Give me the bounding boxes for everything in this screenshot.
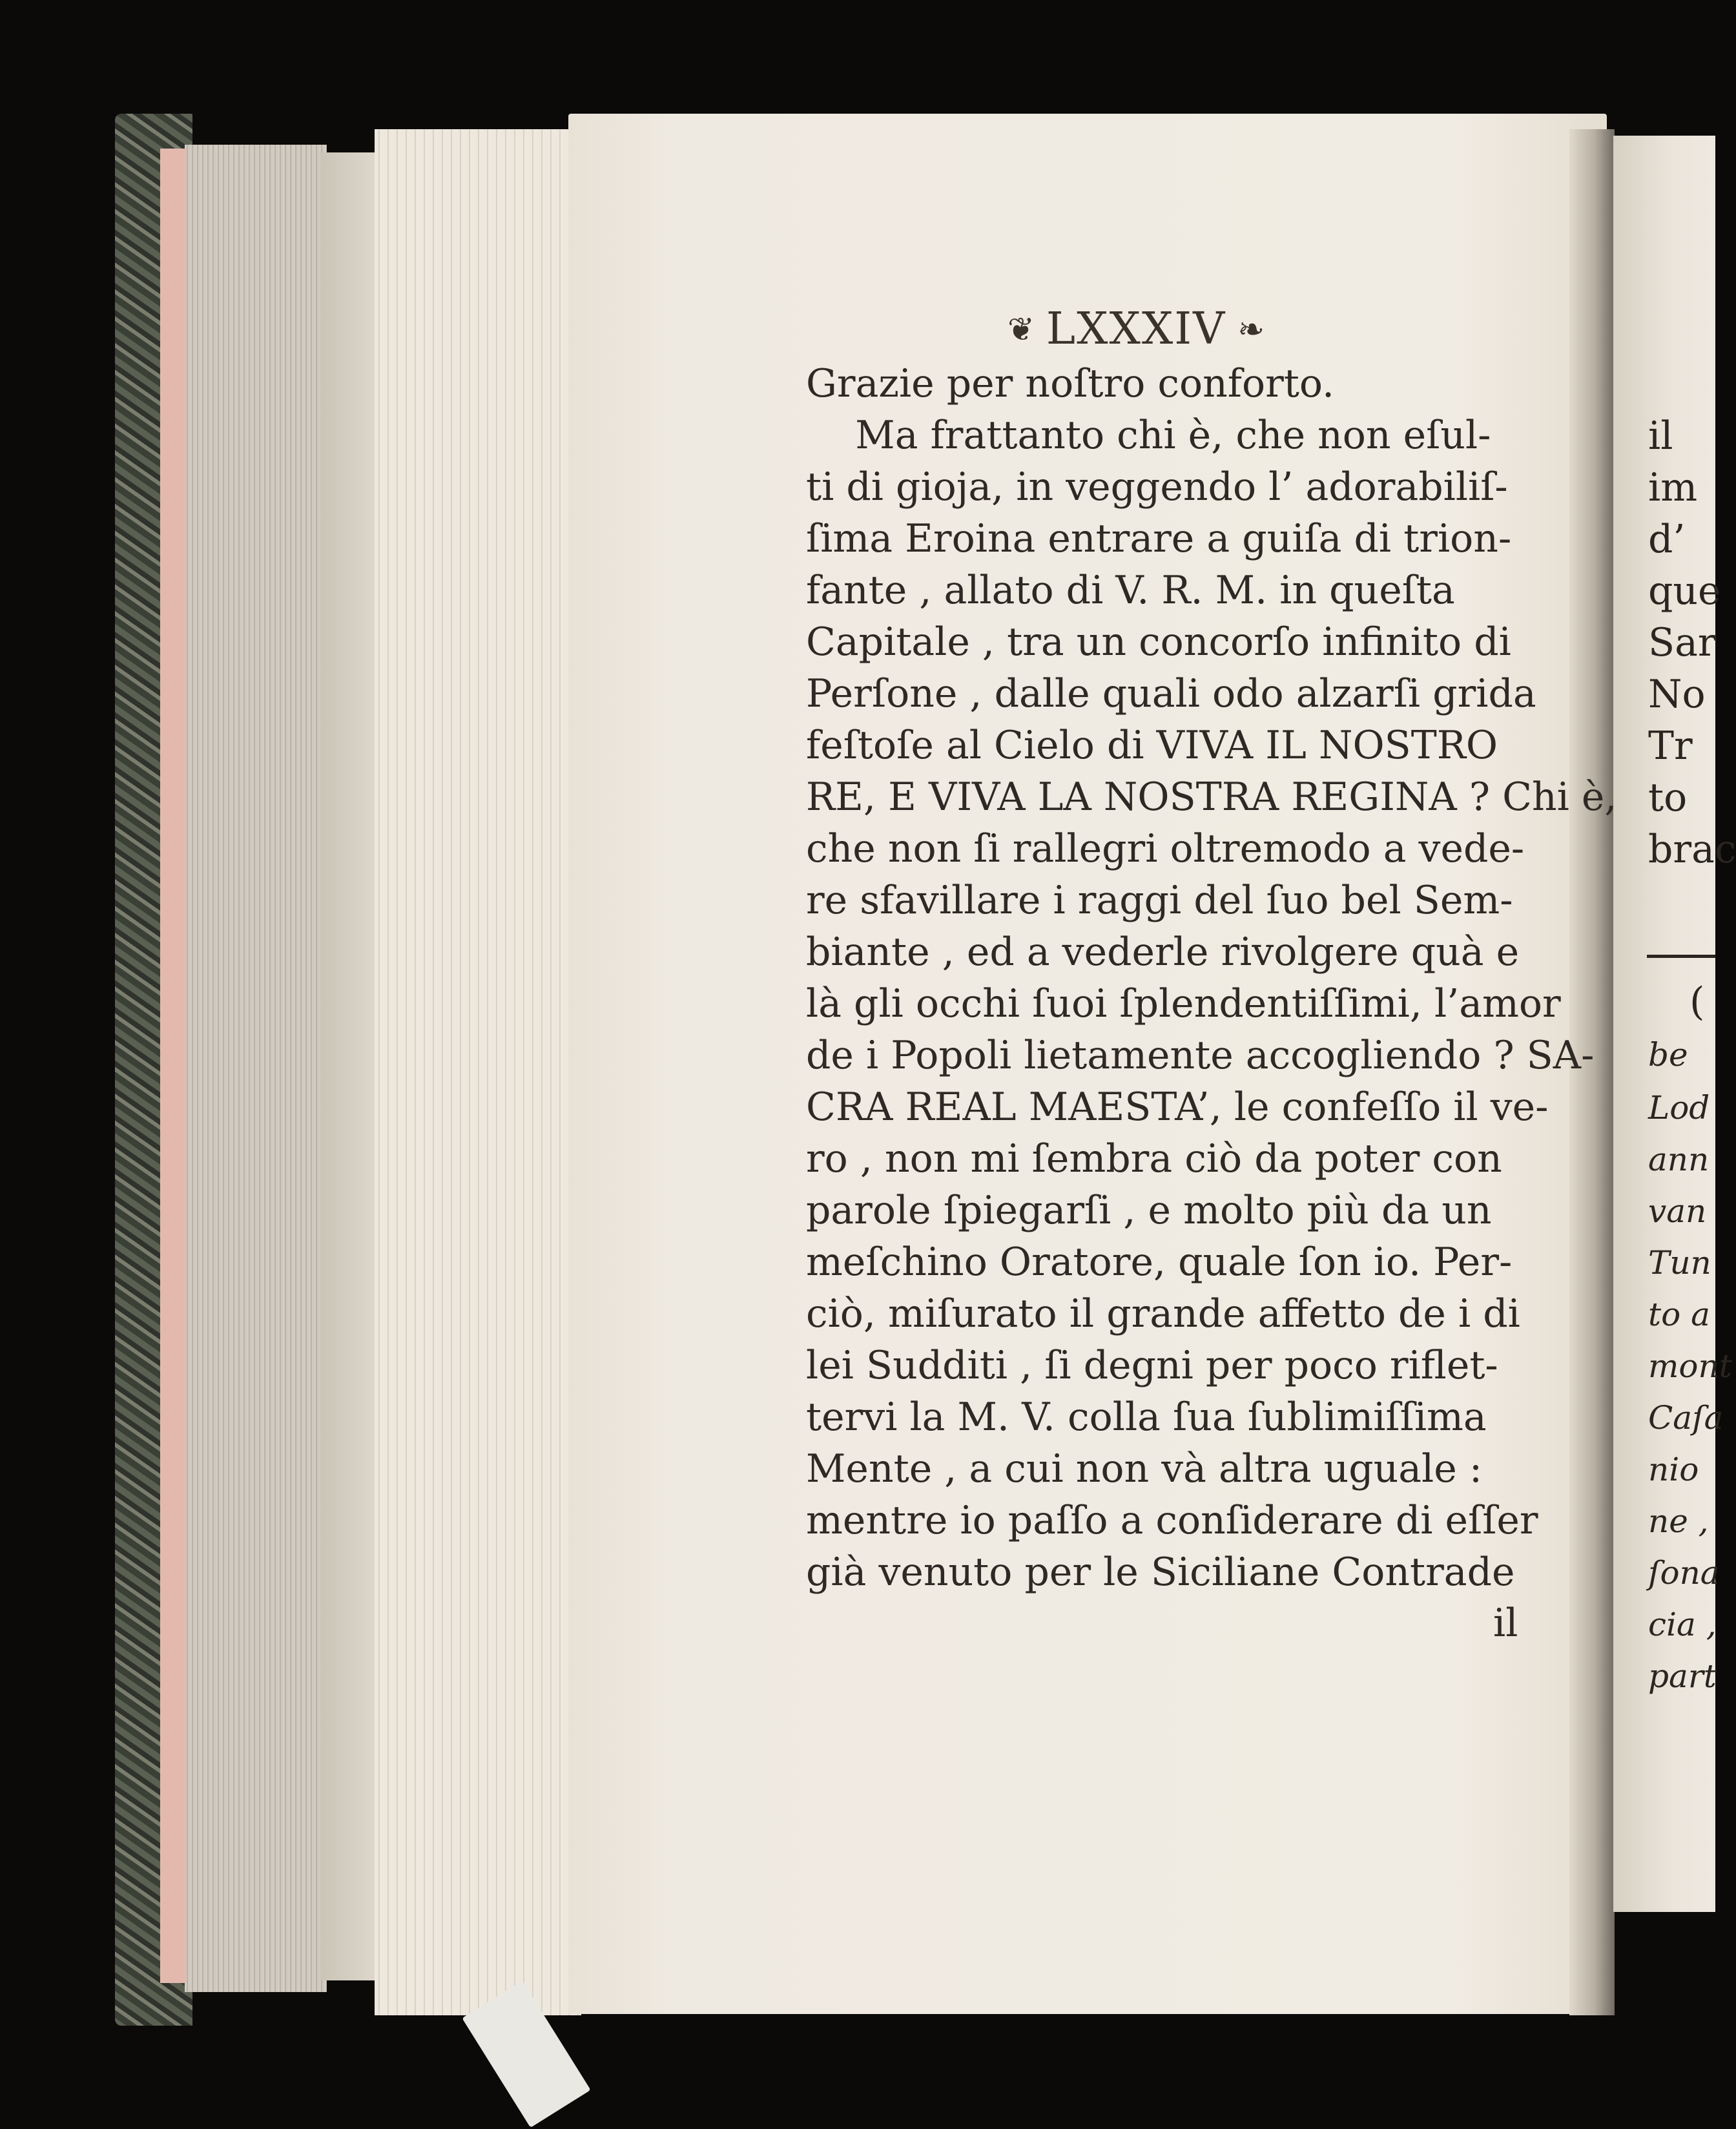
right-page-bracket: ( (1690, 979, 1705, 1024)
text-line: lei Sudditi , ſi degni per poco riflet- (806, 1343, 1498, 1388)
right-page-fragment: brac (1648, 827, 1736, 872)
right-page-italic-fragment: nio (1648, 1451, 1699, 1488)
right-page-fragment: im (1648, 465, 1698, 510)
footnote-rule (1647, 955, 1715, 958)
text-line: fante , allato di V. R. M. in queſta (806, 568, 1455, 613)
page-edges (185, 145, 327, 1992)
text-line: Capitale , tra un concorſo infinito di (806, 619, 1511, 665)
right-page-italic-fragment: ne , (1648, 1502, 1709, 1540)
text-line: Mente , a cui non và altra uguale : (806, 1446, 1483, 1491)
text-line: RE, E VIVA LA NOSTRA REGINA ? Chi è, (806, 774, 1617, 820)
text-line: Ma frattanto chi è, che non eſul- (806, 413, 1491, 458)
text-line: ſima Eroina entrare a guiſa di trion- (806, 516, 1512, 561)
text-line: feſtoſe al Cielo di VIVA IL NOSTRO (806, 723, 1498, 768)
catchword: il (1493, 1601, 1518, 1646)
text-line: ciò, miſurato il grande affetto de i di (806, 1291, 1520, 1336)
right-page-italic-fragment: ſona (1648, 1554, 1720, 1592)
text-line: Grazie per noſtro conforto. (806, 361, 1335, 406)
right-page-italic-fragment: part (1648, 1657, 1717, 1695)
right-page-fragment: que (1648, 568, 1721, 614)
text-line: là gli occhi ſuoi ſplendentiſſimi, l’amor (806, 981, 1561, 1026)
right-page-italic-fragment: Caſa (1648, 1399, 1724, 1437)
text-line: re sfavillare i raggi del ſuo bel Sem- (806, 878, 1513, 923)
text-line: Perſone , dalle quali odo alzarſi grida (806, 671, 1536, 716)
right-page-italic-fragment: Tun (1648, 1244, 1711, 1282)
right-page-italic-fragment: to a (1648, 1296, 1710, 1333)
text-line: de i Popoli lietamente accogliendo ? SA- (806, 1033, 1595, 1078)
text-line: già venuto per le Siciliane Contrade (806, 1550, 1515, 1595)
page-header (1008, 305, 1395, 354)
right-page-fragment: d’ (1648, 517, 1686, 562)
text-line: parole ſpiegarſi , e molto più da un (806, 1188, 1492, 1233)
text-line: ro , non mi ſembra ciò da poter con (806, 1136, 1502, 1181)
text-line: ti di gioja, in veggendo l’ adorabiliſ- (806, 464, 1508, 510)
right-page-fragment: il (1648, 413, 1673, 459)
text-line: CRA REAL MAESTA’, le confeſſo il ve- (806, 1085, 1549, 1130)
text-line: tervi la M. V. colla ſua ſublimiſſima (806, 1395, 1487, 1440)
right-page-italic-fragment: be (1648, 1036, 1688, 1074)
page-stack (375, 129, 581, 2015)
right-ornament-icon: ❧ (1237, 311, 1265, 348)
text-line: mentre io paſſo a conſiderare di eſſer (806, 1498, 1538, 1543)
text-line: meſchino Oratore, quale ſon io. Per- (806, 1240, 1513, 1285)
left-ornament-icon: ❦ (1008, 311, 1035, 348)
right-page-fragment: Sar (1648, 620, 1717, 665)
text-line: biante , ed a vederle rivolgere quà e (806, 929, 1520, 975)
right-page-italic-fragment: van (1648, 1192, 1707, 1230)
right-page-italic-fragment: ann (1648, 1141, 1710, 1178)
right-page-italic-fragment: cia , (1648, 1606, 1717, 1643)
right-page-fragment: Tr (1648, 723, 1693, 769)
right-page-fragment: No (1648, 672, 1706, 717)
right-page-fragment: to (1648, 775, 1688, 820)
right-page-italic-fragment: mont (1648, 1347, 1732, 1385)
page-number: LXXXIV (1046, 304, 1226, 355)
text-line: che non ſi rallegri oltremodo a vede- (806, 826, 1525, 871)
right-page-italic-fragment: Lod (1648, 1089, 1710, 1127)
endpaper-edge (160, 149, 186, 1983)
